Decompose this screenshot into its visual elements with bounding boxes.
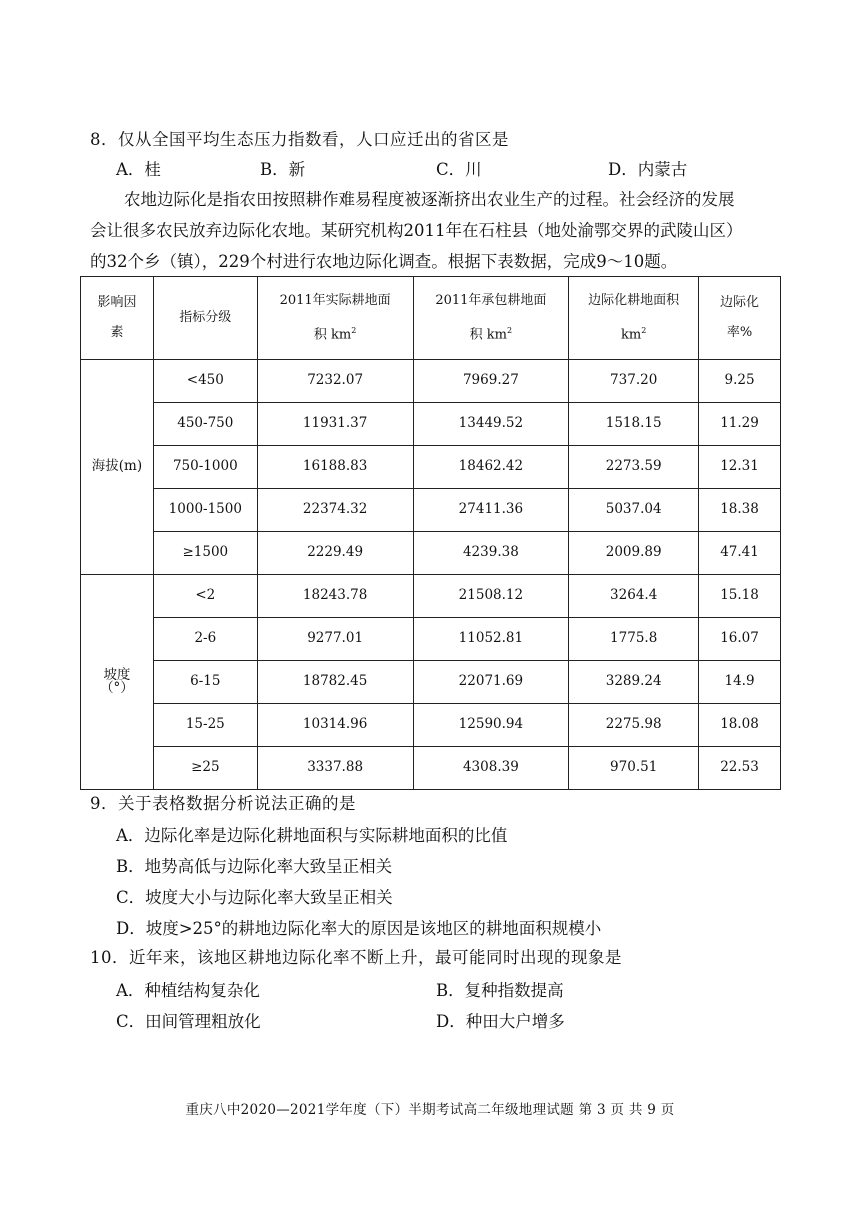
table-row bbox=[81, 575, 781, 618]
contract-area-cell: 12590.94 bbox=[413, 704, 569, 747]
grade-cell: ≥25 bbox=[153, 747, 257, 790]
q9-option-b: B．地势高低与边际化率大致呈正相关 bbox=[116, 857, 393, 876]
contract-area-cell: 4239.38 bbox=[413, 532, 569, 575]
table-row bbox=[81, 446, 781, 489]
marginal-area-cell: 737.20 bbox=[569, 360, 699, 403]
actual-area-cell: 16188.83 bbox=[257, 446, 413, 489]
rate-cell: 11.29 bbox=[699, 403, 781, 446]
rate-cell: 14.9 bbox=[699, 661, 781, 704]
q8-option-c: C．川 bbox=[436, 160, 482, 179]
rate-cell: 12.31 bbox=[699, 446, 781, 489]
rate-cell: 18.08 bbox=[699, 704, 781, 747]
q8-option-d: D．内蒙古 bbox=[608, 160, 688, 179]
marginal-area-cell: 970.51 bbox=[569, 747, 699, 790]
q9-option-d: D．坡度>25°的耕地边际化率大的原因是该地区的耕地面积规模小 bbox=[116, 919, 602, 938]
header-marginal-area: 边际化耕地面积 $km^2$ bbox=[569, 277, 699, 360]
rate-cell: 47.41 bbox=[699, 532, 781, 575]
q8-option-a: A．桂 bbox=[116, 160, 161, 179]
actual-area-cell: 18243.78 bbox=[257, 575, 413, 618]
grade-cell: <2 bbox=[153, 575, 257, 618]
grade-cell: 6-15 bbox=[153, 661, 257, 704]
contract-area-cell: 11052.81 bbox=[413, 618, 569, 661]
actual-area-cell: 7232.07 bbox=[257, 360, 413, 403]
header-factor: 影响因 素 bbox=[81, 277, 154, 360]
rate-cell: 18.38 bbox=[699, 489, 781, 532]
question-10-stem: 10．近年来，该地区耕地边际化率不断上升，最可能同时出现的现象是 bbox=[90, 948, 622, 967]
grade-cell: 1000-1500 bbox=[153, 489, 257, 532]
contract-area-cell: 27411.36 bbox=[413, 489, 569, 532]
q10-option-a: A．种植结构复杂化 bbox=[116, 981, 260, 1000]
header-contract-area: 2011年承包耕地面 积 $km^2$ bbox=[413, 277, 569, 360]
marginal-area-cell: 1775.8 bbox=[569, 618, 699, 661]
actual-area-cell: 3337.88 bbox=[257, 747, 413, 790]
page-footer: 重庆八中2020—2021学年度（下）半期考试高二年级地理试题 第 3 页 共 9 页 bbox=[185, 1102, 675, 1118]
marginalization-table bbox=[80, 276, 781, 790]
question-8-stem: 8．仅从全国平均生态压力指数看，人口应迁出的省区是 bbox=[90, 130, 509, 149]
contract-area-cell: 18462.42 bbox=[413, 446, 569, 489]
actual-area-cell: 9277.01 bbox=[257, 618, 413, 661]
grade-cell: <450 bbox=[153, 360, 257, 403]
group-altitude: 海拔(m) bbox=[81, 360, 154, 575]
q10-option-c: C．田间管理粗放化 bbox=[116, 1012, 261, 1031]
passage-line-3: 的32个乡（镇），229个村进行农地边际化调查。根据下表数据，完成9～10题。 bbox=[90, 252, 678, 271]
actual-area-cell: 18782.45 bbox=[257, 661, 413, 704]
q9-option-a: A．边际化率是边际化耕地面积与实际耕地面积的比值 bbox=[116, 826, 508, 845]
marginal-area-cell: 5037.04 bbox=[569, 489, 699, 532]
grade-cell: 750-1000 bbox=[153, 446, 257, 489]
marginal-area-cell: 3264.4 bbox=[569, 575, 699, 618]
rate-cell: 16.07 bbox=[699, 618, 781, 661]
table-header-row bbox=[81, 277, 781, 360]
q8-option-b: B．新 bbox=[260, 160, 306, 179]
header-actual-area: 2011年实际耕地面 积 $km^2$ bbox=[257, 277, 413, 360]
table-row bbox=[81, 489, 781, 532]
actual-area-cell: 2229.49 bbox=[257, 532, 413, 575]
rate-cell: 22.53 bbox=[699, 747, 781, 790]
passage bbox=[90, 184, 780, 277]
rate-cell: 9.25 bbox=[699, 360, 781, 403]
table-row bbox=[81, 360, 781, 403]
contract-area-cell: 7969.27 bbox=[413, 360, 569, 403]
passage-line-2: 会让很多农民放弃边际化农地。某研究机构2011年在石柱县（地处渝鄂交界的武陵山区） bbox=[90, 221, 743, 240]
actual-area-cell: 10314.96 bbox=[257, 704, 413, 747]
table-row bbox=[81, 704, 781, 747]
marginal-area-cell: 3289.24 bbox=[569, 661, 699, 704]
contract-area-cell: 21508.12 bbox=[413, 575, 569, 618]
table-row bbox=[81, 403, 781, 446]
contract-area-cell: 22071.69 bbox=[413, 661, 569, 704]
rate-cell: 15.18 bbox=[699, 575, 781, 618]
q10-option-d: D．种田大户增多 bbox=[436, 1012, 565, 1031]
marginal-area-cell: 1518.15 bbox=[569, 403, 699, 446]
header-grade: 指标分级 bbox=[153, 277, 257, 360]
grade-cell: 15-25 bbox=[153, 704, 257, 747]
actual-area-cell: 22374.32 bbox=[257, 489, 413, 532]
table-row bbox=[81, 618, 781, 661]
table-row bbox=[81, 532, 781, 575]
table-row bbox=[81, 661, 781, 704]
marginal-area-cell: 2273.59 bbox=[569, 446, 699, 489]
group-slope: 坡度 （°） bbox=[81, 575, 154, 790]
contract-area-cell: 13449.52 bbox=[413, 403, 569, 446]
q9-option-c: C．坡度大小与边际化率大致呈正相关 bbox=[116, 888, 393, 907]
passage-line-1: 农地边际化是指农田按照耕作难易程度被逐渐挤出农业生产的过程。社会经济的发展 bbox=[124, 190, 735, 209]
question-9-stem: 9．关于表格数据分析说法正确的是 bbox=[90, 794, 356, 813]
table-row bbox=[81, 747, 781, 790]
contract-area-cell: 4308.39 bbox=[413, 747, 569, 790]
actual-area-cell: 11931.37 bbox=[257, 403, 413, 446]
marginal-area-cell: 2009.89 bbox=[569, 532, 699, 575]
marginal-area-cell: 2275.98 bbox=[569, 704, 699, 747]
q10-option-b: B．复种指数提高 bbox=[436, 981, 564, 1000]
grade-cell: 450-750 bbox=[153, 403, 257, 446]
header-rate: 边际化 率% bbox=[699, 277, 781, 360]
grade-cell: ≥1500 bbox=[153, 532, 257, 575]
grade-cell: 2-6 bbox=[153, 618, 257, 661]
